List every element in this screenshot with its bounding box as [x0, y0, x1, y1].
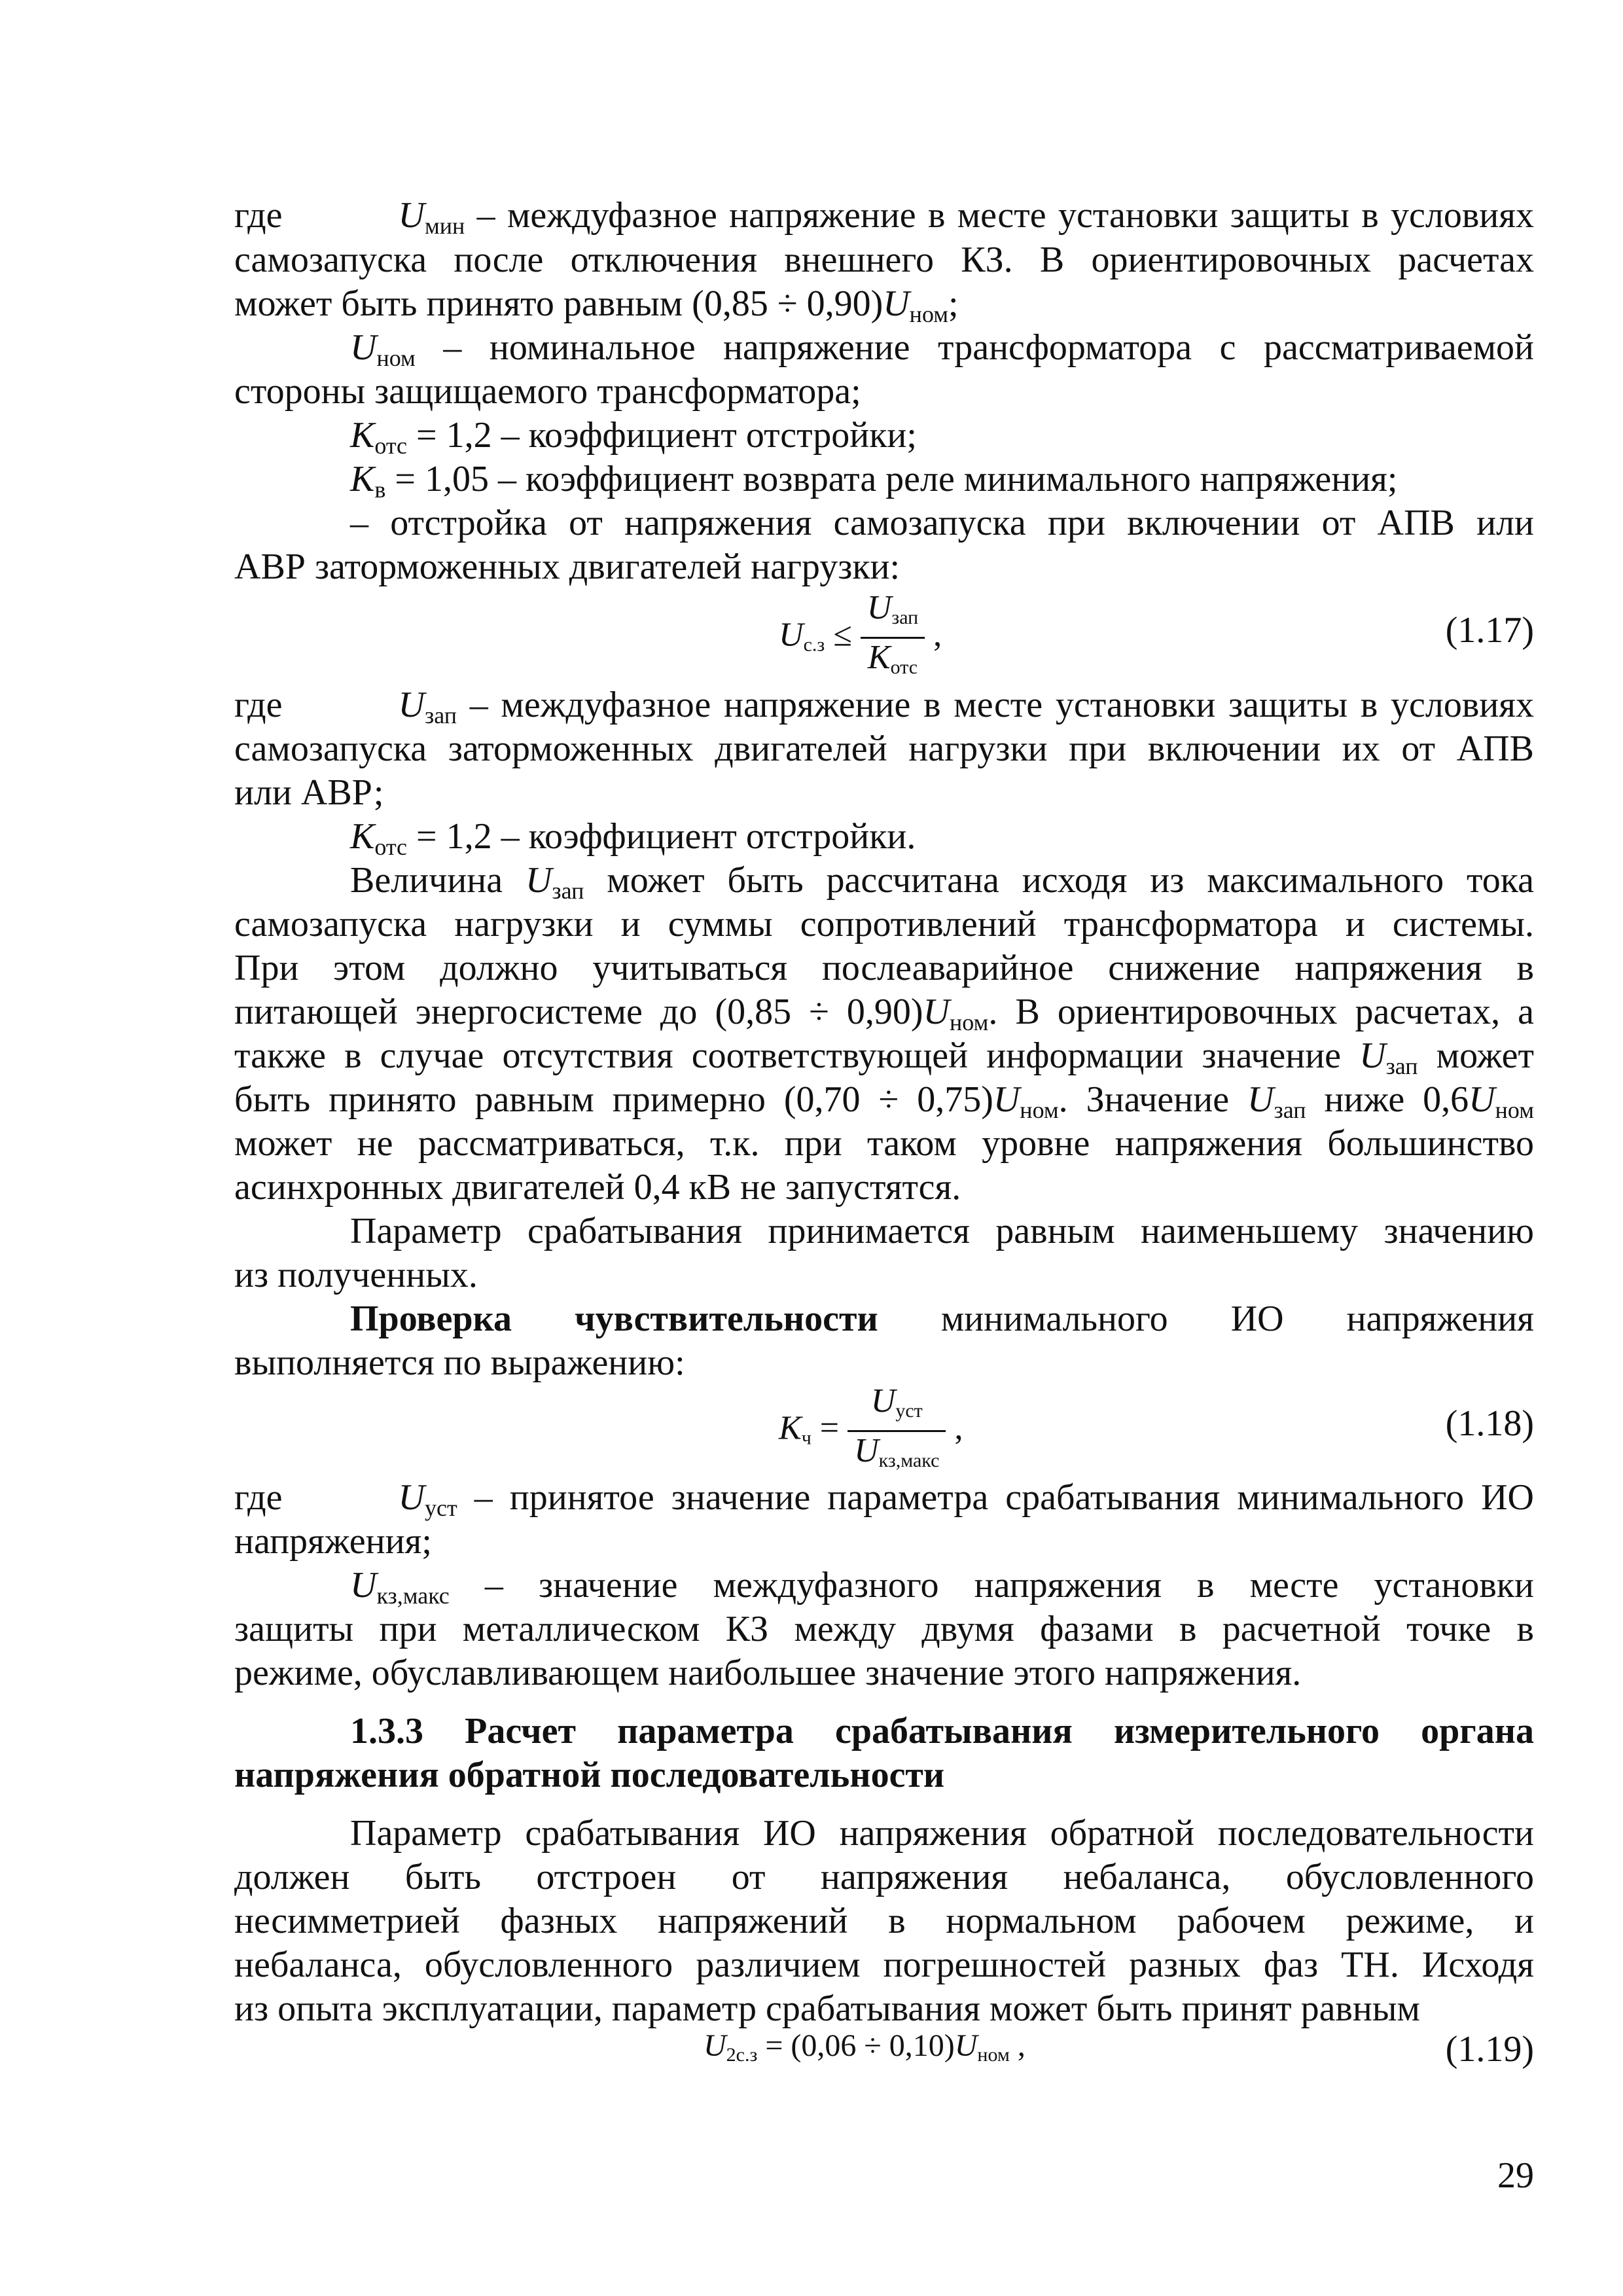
numerator: Uуст	[847, 1382, 946, 1432]
symbol: K	[350, 415, 375, 456]
subscript: ном	[950, 1009, 989, 1035]
text-line	[234, 1607, 1534, 1651]
symbol: U	[954, 2028, 978, 2063]
text: – междуфазное напряжение в месте установки защиты в условиях	[456, 685, 1534, 725]
text: быть принято равным примерно (0,70 ÷ 0,75)	[234, 1079, 993, 1120]
symbol: U	[1469, 1079, 1495, 1120]
text: может быть рассчитана исходя из максимального тока	[584, 860, 1534, 901]
text: ;	[948, 283, 959, 324]
text-line	[234, 1899, 1534, 1943]
text: питающей энергосистеме до (0,85 ÷ 0,90)	[234, 992, 923, 1032]
denominator: Uкз,макс	[854, 1432, 940, 1471]
equation-number: (1.17)	[1445, 610, 1534, 651]
symbol: U	[398, 195, 425, 236]
text-line	[350, 859, 1534, 902]
text-line	[234, 903, 1534, 946]
text-line	[234, 683, 1534, 726]
text: где	[234, 195, 283, 236]
text-line	[350, 457, 1534, 501]
text-line	[234, 1651, 1534, 1695]
subscript: 2с.з	[726, 2044, 758, 2066]
text-line	[350, 1210, 1534, 1253]
text-line	[234, 990, 1534, 1033]
text: = (0,06 ÷ 0,10)	[757, 2028, 955, 2063]
subscript: зап	[1385, 1053, 1418, 1079]
text-line	[234, 1253, 1534, 1297]
text-line	[234, 1078, 1534, 1121]
numerator: Uзап	[861, 589, 925, 639]
text: самозапуска после отключения внешнего КЗ. В ориентировочных расчетах	[234, 240, 1534, 280]
heading-text: напряжения обратной последовательности	[234, 1755, 945, 1795]
text: из опыта эксплуатации, параметр срабатывания может быть принят равным	[234, 1988, 1420, 2029]
subscript: ном	[977, 2044, 1010, 2066]
text-line	[234, 946, 1534, 990]
page-number: 29	[1497, 2155, 1534, 2196]
text-line	[234, 238, 1534, 281]
text: должен быть отстроен от напряжения небаланса, обусловленного	[234, 1857, 1534, 1897]
text: или АВР;	[234, 772, 384, 813]
equation-number: (1.18)	[1445, 1403, 1534, 1444]
text: несимметрией фазных напряжений в нормальном рабочем режиме, и	[234, 1901, 1534, 1941]
text: минимального ИО напряжения	[878, 1299, 1534, 1339]
subscript: зап	[424, 702, 457, 728]
text-line	[350, 1297, 1534, 1340]
text-line	[350, 326, 1534, 369]
text: где	[234, 685, 283, 725]
text-line	[234, 1987, 1534, 2030]
text-line	[234, 1034, 1534, 1077]
text: – значение междуфазного напряжения в месте установки	[449, 1565, 1534, 1605]
subscript: зап	[1274, 1097, 1306, 1123]
symbol: K	[779, 1409, 802, 1447]
text-line	[234, 1856, 1534, 1899]
subscript: ч	[801, 1427, 812, 1449]
text: из полученных.	[234, 1255, 478, 1295]
text-line	[234, 1341, 1534, 1384]
symbol: U	[993, 1079, 1020, 1120]
text-line	[234, 771, 1534, 814]
text: . Значение	[1058, 1079, 1248, 1120]
subscript: кз,макс	[376, 1583, 450, 1609]
text-line	[234, 282, 1534, 325]
text: Параметр срабатывания ИО напряжения обратной последовательности	[350, 1813, 1534, 1854]
heading-text: 1.3.3 Расчет параметра срабатывания измерительного органа	[350, 1711, 1534, 1751]
text: При этом должно учитываться послеаварийное снижение напряжения в	[234, 948, 1534, 988]
section-heading	[350, 1710, 1534, 1753]
text: самозапуска нагрузки и суммы сопротивлений трансформатора и системы.	[234, 904, 1534, 944]
text: стороны защищаемого трансформатора;	[234, 371, 861, 412]
subscript: ном	[376, 345, 416, 371]
subscript: ном	[1020, 1097, 1059, 1123]
equation-number: (1.19)	[1445, 2029, 1534, 2070]
text: – номинальное напряжение трансформатора с рассматриваемой	[415, 327, 1534, 368]
text-line	[234, 727, 1534, 770]
text-line	[350, 1564, 1534, 1607]
text: асинхронных двигателей 0,4 кВ не запустятся.	[234, 1167, 961, 1208]
text: ниже 0,6	[1306, 1079, 1469, 1120]
subscript: отс	[374, 834, 408, 860]
bold-text: Проверка чувствительности	[350, 1299, 878, 1339]
text: Величина	[350, 860, 526, 901]
text-line	[234, 1476, 1534, 1519]
text-line	[234, 1122, 1534, 1165]
symbol: U	[398, 685, 425, 725]
text: выполняется по выражению:	[234, 1342, 685, 1383]
text: режиме, обуславливающем наибольшее значение этого напряжения.	[234, 1653, 1302, 1693]
subscript: в	[374, 476, 386, 503]
text: – отстройка от напряжения самозапуска при включении от АПВ или	[350, 503, 1534, 543]
symbol: U	[350, 327, 377, 368]
text-line	[350, 1812, 1534, 1855]
subscript: ном	[909, 301, 949, 327]
text: = 1,2 – коэффициент отстройки.	[407, 816, 916, 857]
text-line	[234, 370, 1534, 413]
text-line	[350, 414, 1534, 457]
symbol: U	[883, 283, 910, 324]
denominator: Kотс	[867, 639, 918, 678]
text: . В ориентировочных расчетах, а	[988, 992, 1534, 1032]
symbol: U	[1359, 1035, 1386, 1076]
text: напряжения;	[234, 1521, 432, 1562]
operator: =	[811, 1409, 848, 1447]
text: – междуфазное напряжение в месте установки защиты в условиях	[465, 195, 1534, 236]
subscript: зап	[552, 878, 584, 904]
symbol: U	[779, 616, 804, 654]
text: может не рассматриваться, т.к. при таком уровне напряжения большинство	[234, 1123, 1534, 1164]
text: самозапуска заторможенных двигателей нагрузки при включении их от АПВ	[234, 728, 1534, 769]
subscript: с.з	[803, 634, 825, 656]
text-line	[234, 194, 1534, 237]
symbol: U	[398, 1477, 425, 1518]
subscript: мин	[424, 213, 465, 239]
subscript: ном	[1495, 1097, 1534, 1123]
section-heading	[234, 1753, 1534, 1797]
text-line	[350, 815, 1534, 858]
text-line	[350, 501, 1534, 545]
text: = 1,05 – коэффициент возврата реле минимального напряжения;	[385, 459, 1398, 499]
text: защиты при металлическом КЗ между двумя фазами в расчетной точке в	[234, 1609, 1534, 1649]
text-line	[234, 1166, 1534, 1209]
text: – принятое значение параметра срабатывания минимального ИО	[457, 1477, 1534, 1518]
text: небаланса, обусловленного различием погрешностей разных фаз ТН. Исходя	[234, 1945, 1534, 1985]
formula-1-19	[704, 2028, 1026, 2066]
formula-1-17	[779, 589, 942, 687]
symbol: K	[350, 816, 375, 857]
operator: ≤	[825, 616, 861, 654]
text: ,	[946, 1409, 963, 1447]
subscript: отс	[374, 433, 408, 459]
text-line	[234, 1520, 1534, 1563]
text: Параметр срабатывания принимается равным наименьшему значению	[350, 1211, 1534, 1251]
symbol: U	[1247, 1079, 1274, 1120]
text: ,	[1009, 2028, 1026, 2063]
text: = 1,2 – коэффициент отстройки;	[407, 415, 917, 456]
text: где	[234, 1477, 283, 1518]
text: АВР заторможенных двигателей нагрузки:	[234, 547, 901, 587]
formula-1-18	[779, 1382, 963, 1480]
fraction	[847, 1382, 946, 1480]
text: ,	[925, 616, 942, 654]
subscript: уст	[424, 1495, 457, 1521]
fraction	[861, 589, 925, 687]
symbol: U	[525, 860, 552, 901]
text: может	[1418, 1035, 1535, 1076]
symbol: K	[350, 459, 375, 499]
text: может быть принято равным (0,85 ÷ 0,90)	[234, 283, 883, 324]
symbol: U	[350, 1565, 377, 1605]
symbol: U	[923, 992, 950, 1032]
symbol: U	[704, 2028, 726, 2063]
text: также в случае отсутствия соответствующей информации значение	[234, 1035, 1360, 1076]
text-line	[234, 1943, 1534, 1986]
text-line	[234, 545, 1534, 588]
